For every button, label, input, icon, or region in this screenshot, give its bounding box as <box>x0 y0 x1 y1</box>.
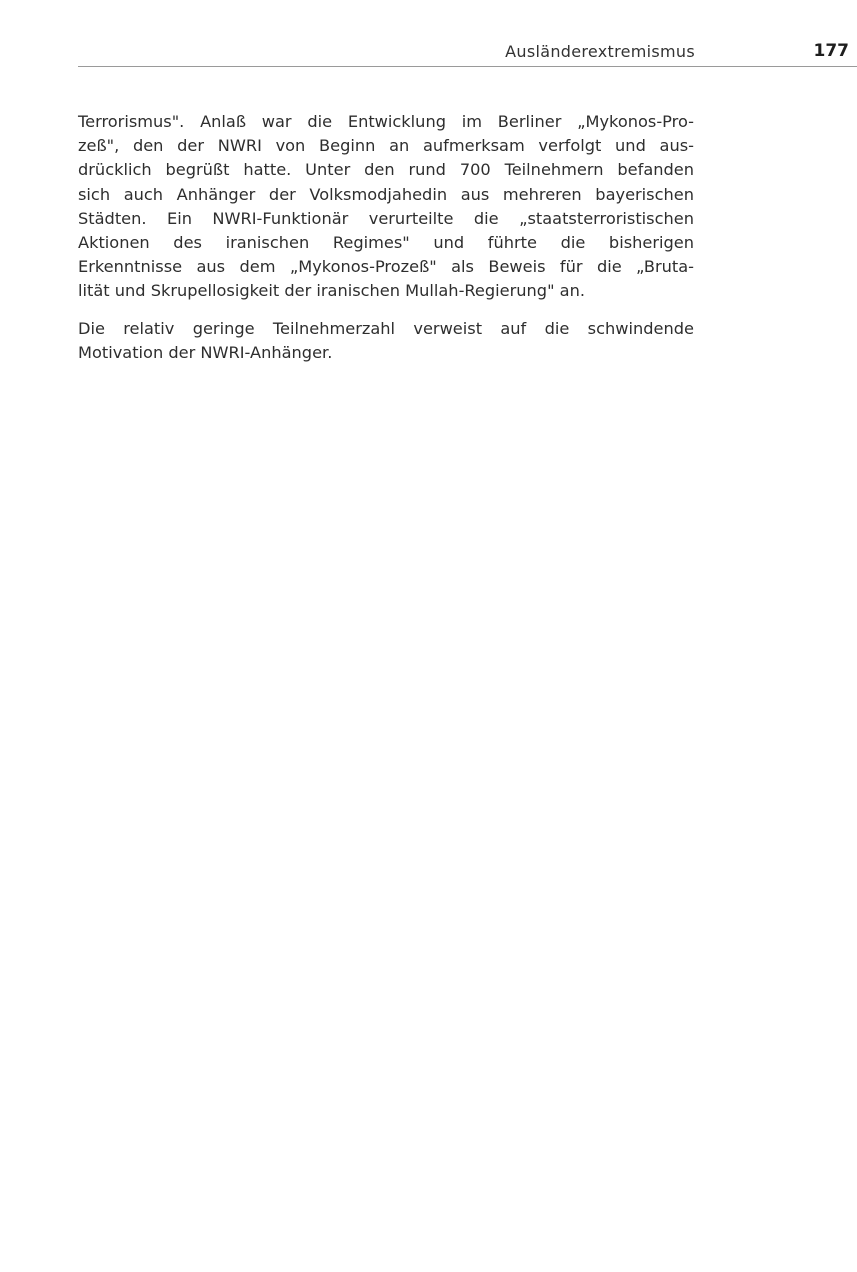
text-line: Aktionen des iranischen Regimes" und führte die bisherigen <box>78 233 694 253</box>
text-line: Terrorismus". Anlaß war die Entwicklung im Berliner „Mykonos-Pro- <box>78 112 694 131</box>
running-header <box>78 38 857 68</box>
text-line: Erkenntnisse aus dem „Mykonos-Prozeß" als Beweis für die „Bruta- <box>78 257 694 277</box>
body-text <box>78 110 694 378</box>
running-header-title: Ausländerextremismus <box>505 42 695 61</box>
page-number: 177 <box>813 41 849 61</box>
text-line: Die relativ geringe Teilnehmerzahl verweist auf die schwindende <box>78 318 694 338</box>
text-line: zeß", den der NWRI von Beginn an aufmerksam verfolgt und aus- <box>78 136 694 156</box>
paragraph <box>78 110 694 304</box>
text-line: Motivation der NWRI-Anhänger. <box>78 342 333 362</box>
text-line: drücklich begrüßt hatte. Unter den rund 700 Teilnehmern befanden <box>78 160 694 180</box>
paragraph <box>78 317 694 365</box>
header-rule <box>78 66 857 67</box>
text-line: sich auch Anhänger der Volksmodjahedin aus mehreren bayerischen <box>78 184 694 204</box>
text-line: lität und Skrupellosigkeit der iranischen Mullah-Regierung" an. <box>78 281 585 301</box>
text-line: Städten. Ein NWRI-Funktionär verurteilte die „staatsterroristischen <box>78 208 694 228</box>
